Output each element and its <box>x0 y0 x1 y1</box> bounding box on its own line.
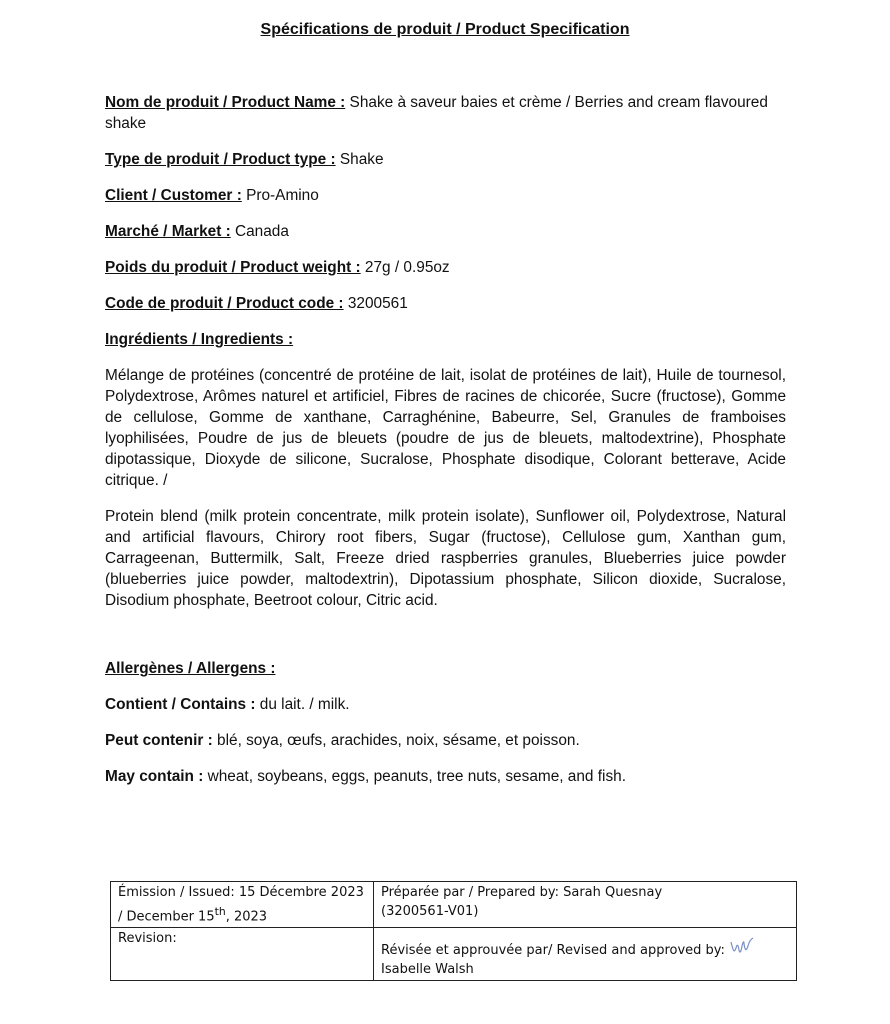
ingredients-heading-row <box>105 329 786 350</box>
code-field <box>105 293 786 314</box>
prepared-cell <box>374 882 797 928</box>
weight-label: Poids du produit / Product weight : <box>105 259 361 276</box>
issued-suffix: th <box>214 905 226 918</box>
weight-field <box>105 257 786 278</box>
may-contain-fr-field <box>105 730 786 751</box>
revised-by-name: Isabelle Walsh <box>381 962 474 978</box>
ingredients-heading: Ingrédients / Ingredients : <box>105 331 294 348</box>
market-field <box>105 221 786 242</box>
table-row <box>111 882 797 928</box>
may-contain-en-label: May contain : <box>105 768 204 785</box>
contains-value: du lait. / milk. <box>255 696 350 713</box>
product-name-field <box>105 92 786 134</box>
customer-field <box>105 185 786 206</box>
may-contain-fr-value: blé, soya, œufs, arachides, noix, sésame, et poisson. <box>212 732 580 749</box>
document-reference: (3200561-V01) <box>381 904 479 919</box>
market-value: Canada <box>230 223 289 240</box>
allergens-heading-row <box>105 658 786 679</box>
ingredients-fr: Mélange de protéines (concentré de protéine de lait, isolat de protéines de lait), Huile de tournesol, Polydextrose, Arômes naturel et artificiel, Fibres de racines de chicorée, Sucre (fructose), Gomme de cellulose, Gomme de xanthane, Carraghénine, Babeurre, Sel, Granules de framboises lyophilisées, Poudre de jus de bleuets (poudre de jus de bleuets, maltodextrine), Phosphate dipotassique, Dioxyde de silicone, Sucralose, Phosphate disodique, Colorant betterave, Acide citrique. / <box>105 367 786 489</box>
issued-line-1: Émission / Issued: 15 Décembre 2023 <box>118 885 364 900</box>
issued-year: , 2023 <box>225 909 268 925</box>
table-row <box>111 928 797 981</box>
customer-label: Client / Customer : <box>105 187 242 204</box>
may-contain-en-value: wheat, soybeans, eggs, peanuts, tree nuts, sesame, and fish. <box>203 768 626 785</box>
revision-label: Revision: <box>118 931 177 947</box>
may-contain-en-field <box>105 766 786 787</box>
approved-cell <box>374 928 797 981</box>
issued-line-2: / December 15 <box>118 909 215 925</box>
product-type-label: Type de produit / Product type : <box>105 151 336 168</box>
page-title: Spécifications de produit / Product Specification <box>260 21 630 38</box>
customer-value: Pro-Amino <box>241 187 319 204</box>
market-label: Marché / Market : <box>105 223 231 240</box>
contains-label: Contient / Contains : <box>105 696 256 713</box>
prepared-by: Préparée par / Prepared by: Sarah Quesnay <box>381 885 663 900</box>
may-contain-fr-label: Peut contenir : <box>105 732 213 749</box>
product-type-field <box>105 149 786 170</box>
weight-value: 27g / 0.95oz <box>360 259 450 276</box>
ingredients-en: Protein blend (milk protein concentrate, milk protein isolate), Sunflower oil, Polydextrose, Natural and artificial flavours, Chirory root fibers, Sugar (fructose), Cellulose gum, Xanthan gum, Carrageenan, Buttermilk, Salt, Freeze dried raspberries granules, Blueberries juice powder (blueberries juice powder, maltodextrin), Dipotassium phosphate, Silicon dioxide, Sucralose, Disodium phosphate, Beetroot colour, Citric acid. <box>105 508 786 609</box>
revision-cell <box>111 928 374 981</box>
product-name-label: Nom de produit / Product Name : <box>105 94 346 111</box>
spec-content <box>105 92 786 802</box>
product-name-value: Shake à saveur baies et crème / Berries and cream flavoured shake <box>105 94 768 132</box>
revision-table <box>110 881 797 981</box>
signature-icon <box>729 936 755 960</box>
issued-cell <box>111 882 374 928</box>
revised-by-label: Révisée et approuvée par/ Revised and approved by: <box>381 943 725 959</box>
code-label: Code de produit / Product code : <box>105 295 344 312</box>
contains-field <box>105 694 786 715</box>
product-type-value: Shake <box>335 151 384 168</box>
allergens-heading: Allergènes / Allergens : <box>105 660 276 677</box>
code-value: 3200561 <box>343 295 408 312</box>
